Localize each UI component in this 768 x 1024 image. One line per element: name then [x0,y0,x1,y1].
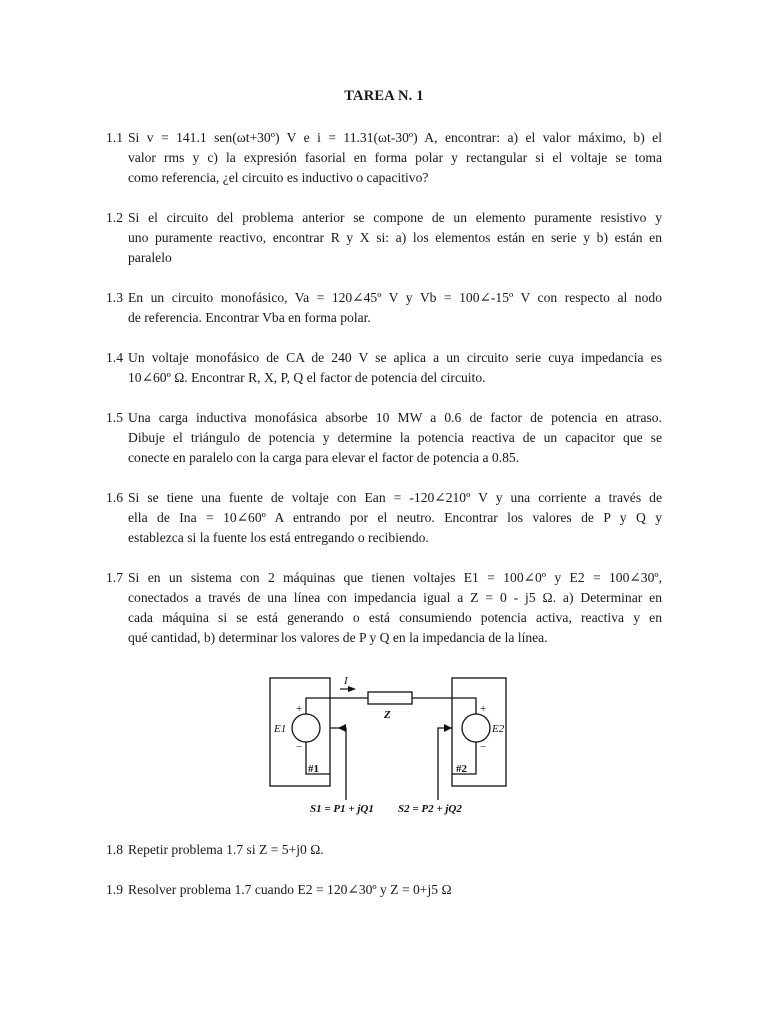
s2-pointer-line [438,728,452,800]
circuit-svg [266,668,510,818]
source-2-label: E2 [492,723,505,735]
source-1-minus: − [296,741,303,753]
problem-text-line: qué cantidad, b) determinar los valores de P y Q en la impedancia de la línea. [128,630,548,645]
problem-number: 1.6 [106,490,123,505]
problem-1-8 [106,840,662,860]
problem-text-line: Una carga inductiva monofásica absorbe 10 MW a 0.6 de factor de potencia en atraso. [128,410,662,425]
problem-text [128,348,662,388]
problem-number: 1.4 [106,350,123,365]
problem-text-line: 10∠60º Ω. Encontrar R, X, P, Q el factor de potencia del circuito. [128,370,486,385]
problem-text-line: Si en un sistema con 2 máquinas que tienen voltajes E1 = 100∠0º y E2 = 100∠30º, [128,570,662,585]
problem-text-line: En un circuito monofásico, Va = 120∠45º V y Vb = 100∠-15º V con respecto al nodo [128,290,662,305]
arrow-head-right [444,724,452,732]
impedance-label: Z [384,709,391,721]
problem-text [128,880,662,900]
problem-text [128,840,662,860]
problem-1-6 [106,488,662,548]
s1-pointer-line [330,728,346,800]
problem-1-4 [106,348,662,388]
problem-1-3 [106,288,662,328]
problem-text [128,128,662,188]
page-title: TAREA N. 1 [344,88,424,104]
problem-text [128,488,662,548]
problem-text-line: Resolver problema 1.7 cuando E2 = 120∠30º y Z = 0+j5 Ω [128,882,452,897]
problem-text [128,288,662,328]
current-label: I [344,675,348,687]
problem-number: 1.3 [106,290,123,305]
arrow-head-left [338,724,346,732]
wire-top-left [306,698,368,714]
impedance-element [368,692,412,704]
s2-label: S2 = P2 + jQ2 [398,803,462,815]
problem-text-line: Repetir problema 1.7 si Z = 5+j0 Ω. [128,842,324,857]
problem-text [128,408,662,468]
problem-text-line: uno puramente reactivo, encontrar R y X si: a) los elementos están en serie y b) están en [128,230,662,245]
problem-text-line: valor rms y c) la expresión fasorial en forma polar y rectangular si el voltaje se toma [128,150,662,165]
problem-text [128,208,662,268]
problem-number: 1.8 [106,842,123,857]
problem-text-line: Si el circuito del problema anterior se compone de un elemento puramente resistivo y [128,210,662,225]
problem-text-line: de referencia. Encontrar Vba en forma polar. [128,310,371,325]
problem-1-7 [106,568,662,648]
machine-1-label: #1 [308,763,319,775]
problem-1-9 [106,880,662,900]
problem-text-line: conecte en paralelo con la carga para elevar el factor de potencia a 0.85. [128,450,520,465]
problem-number: 1.2 [106,210,123,225]
problem-text-line: ella de Ina = 10∠60º A entrando por el neutro. Encontrar los valores de P y Q y [128,510,662,525]
problem-1-2 [106,208,662,268]
problem-text-line: Si v = 141.1 sen(ωt+30º) V e i = 11.31(ωt-30º) A, encontrar: a) el valor máximo, b) el [128,130,662,145]
source-2-minus: − [480,741,487,753]
problem-text-line: establezca si la fuente los está entregando o recibiendo. [128,530,429,545]
source-1-plus: + [296,703,303,715]
source-2-circle [462,714,490,742]
problem-text-line: Un voltaje monofásico de CA de 240 V se aplica a un circuito serie cuya impedancia es [128,350,662,365]
source-1-circle [292,714,320,742]
source-1-label: E1 [274,723,287,735]
s1-label: S1 = P1 + jQ1 [310,803,374,815]
source-2-plus: + [480,703,487,715]
problem-number: 1.1 [106,130,123,145]
wire-top-right [412,698,476,714]
problem-text-line: como referencia, ¿el circuito es inductivo o capacitivo? [128,170,429,185]
problem-1-1 [106,128,662,188]
problem-1-5 [106,408,662,468]
problem-text-line: paralelo [128,250,172,265]
machine-2-label: #2 [456,763,467,775]
problem-text [128,568,662,648]
problem-text-line: Dibuje el triángulo de potencia y determine la potencia reactiva de un capacitor que se [128,430,662,445]
problem-number: 1.5 [106,410,123,425]
problem-text-line: conectados a través de una línea con impedancia igual a Z = 0 - j5 Ω. a) Determinar en [128,590,662,605]
problem-text-line: Si se tiene una fuente de voltaje con Ean = -120∠210º V y una corriente a través de [128,490,662,505]
circuit-diagram [266,668,510,818]
problem-text-line: cada máquina si se está generando o está consumiendo potencia activa, reactiva y en [128,610,662,625]
problem-number: 1.9 [106,882,123,897]
problem-number: 1.7 [106,570,123,585]
